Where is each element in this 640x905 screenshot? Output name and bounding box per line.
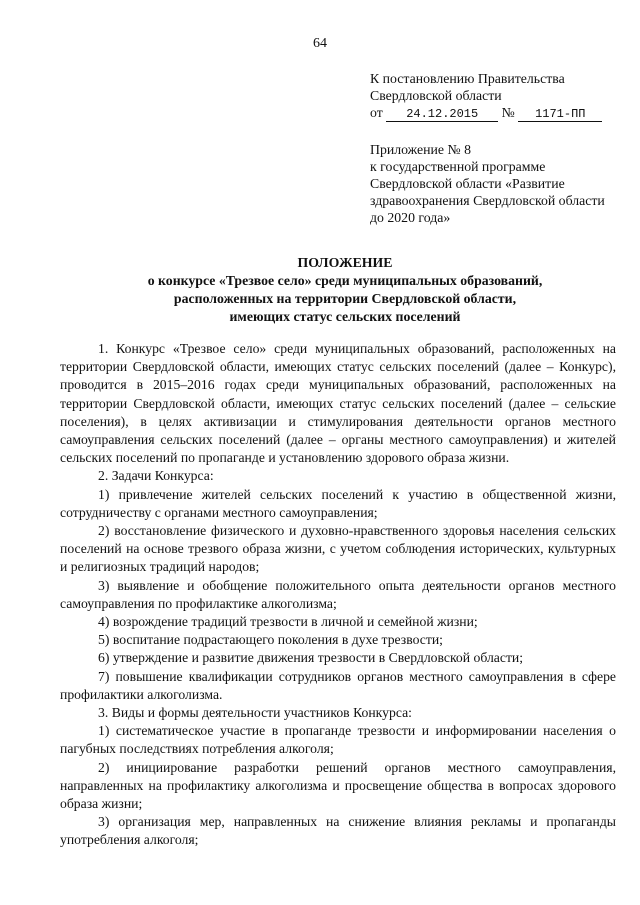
paragraph-7: 5) воспитание подрастающего поколения в духе трезвости;: [98, 632, 443, 648]
number-prefix: №: [501, 105, 515, 120]
paragraph-10: 3. Виды и формы деятельности участников Конкурса:: [98, 705, 412, 721]
paragraph-3: 1) привлечение жителей сельских поселений к участию в общественной жизни, сотрудничеству с органами местного самоуправления;: [60, 486, 616, 520]
paragraph-12: 2) инициирование разработки решений органов местного самоуправления, направленных на профилактику алкоголизма и просвещение общества в вопросах здорового образа жизни;: [60, 759, 616, 812]
title-line-2: расположенных на территории Свердловской области,: [173, 291, 517, 306]
page-number: 64: [313, 36, 327, 51]
document-body: [60, 340, 616, 850]
paragraph-6: 4) возрождение традиций трезвости в личной и семейной жизни;: [98, 614, 478, 630]
paragraph-4: 2) восстановление физического и духовно-нравственного здоровья населения сельских поселений на основе трезвого образа жизни, с учетом соблюдения исторических, культурных и религиозных традиций народов;: [60, 523, 616, 575]
document-title: [0, 254, 640, 326]
date-prefix: от: [370, 105, 383, 120]
resolution-reference: [370, 70, 620, 122]
title-line-1: о конкурсе «Трезвое село» среди муниципальных образований,: [147, 273, 543, 288]
paragraph-9: 7) повышение квалификации сотрудников органов местного самоуправления в сфере профилактики алкоголизма.: [60, 668, 616, 702]
resolution-date: 24.12.2015: [386, 107, 498, 122]
title-heading: ПОЛОЖЕНИЕ: [297, 255, 393, 270]
appendix-line-1: Приложение № 8: [370, 142, 472, 157]
title-line-3: имеющих статус сельских поселений: [229, 309, 461, 324]
paragraph-1: 1. Конкурс «Трезвое село» среди муниципальных образований, расположенных на территории Свердловской области, имеющих статус сельских поселений (далее – Конкурс), проводится в 2015–2016 годах среди муниципальных образований, расположенных на территории Свердловской области, имеющих статус сельских поселений (далее – сельские поселения), в целях активизации и стимулирования деятельности органов местного самоуправления сельских поселений (далее – органы местного самоуправления) и жителей сельских поселений по пропаганде и установлению здорового образа жизни.: [60, 341, 616, 466]
appendix-line-2: к государственной программе Свердловской области «Развитие здравоохранения Свердловской области до 2020 года»: [370, 159, 605, 225]
paragraph-8: 6) утверждение и развитие движения трезвости в Свердловской области;: [98, 650, 524, 666]
resolution-line-2: Свердловской области: [370, 88, 502, 103]
paragraph-13: 3) организация мер, направленных на снижение влияния рекламы и пропаганды употребления алкоголя;: [60, 814, 616, 848]
paragraph-2: 2. Задачи Конкурса:: [98, 468, 214, 484]
resolution-line-1: К постановлению Правительства: [370, 71, 565, 86]
resolution-number: 1171-ПП: [518, 107, 602, 122]
appendix-block: [370, 141, 615, 226]
resolution-date-line: [370, 104, 620, 122]
paragraph-11: 1) систематическое участие в пропаганде трезвости и информировании населения о пагубных последствиях потребления алкоголя;: [60, 723, 616, 757]
paragraph-5: 3) выявление и обобщение положительного опыта деятельности органов местного самоуправления по профилактике алкоголизма;: [60, 577, 616, 611]
